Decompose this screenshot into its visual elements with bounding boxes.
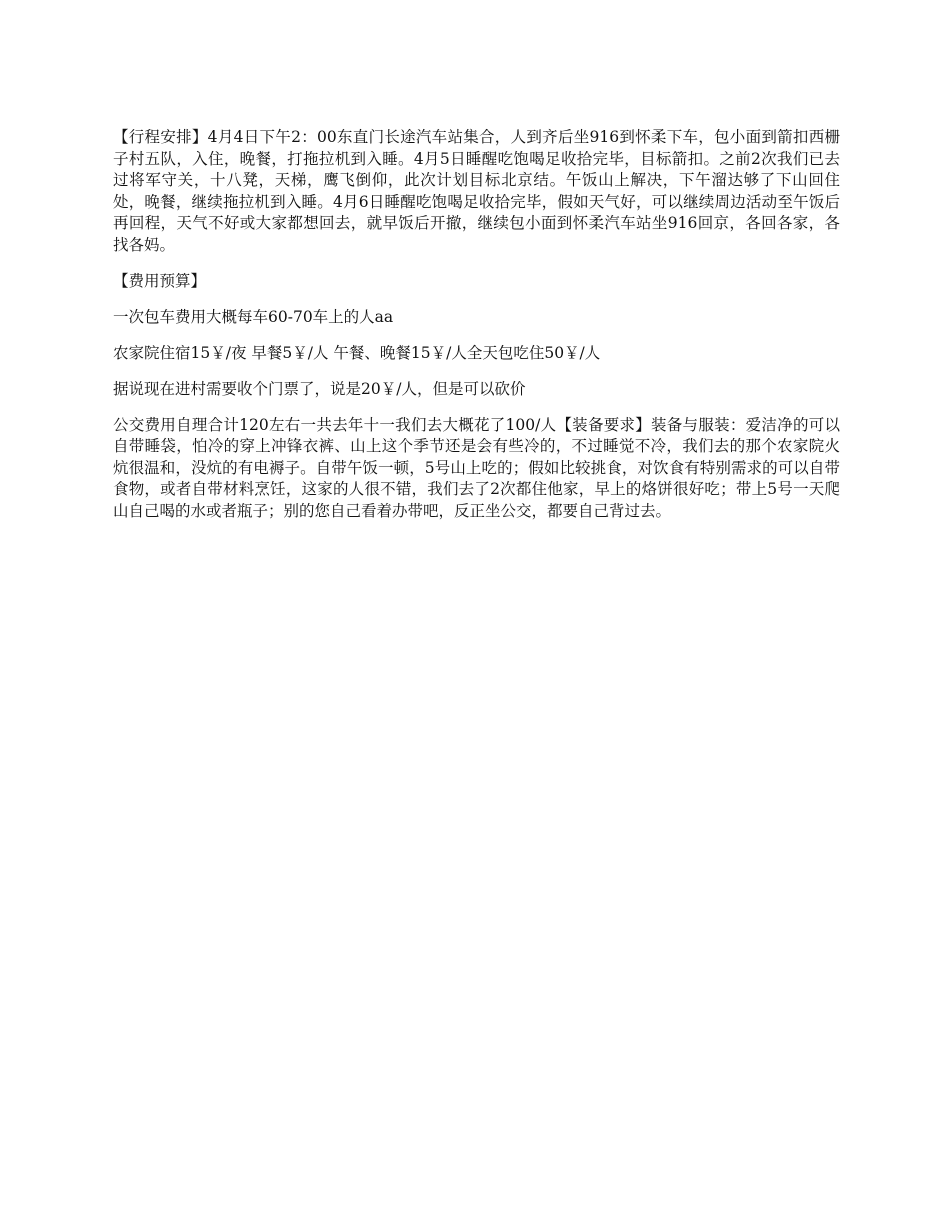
lodging-cost-paragraph: 农家院住宿15￥/夜 早餐5￥/人 午餐、晚餐15￥/人全天包吃住50￥/人 [113,343,601,362]
budget-heading: 【费用预算】 [113,271,207,290]
equipment-paragraph: 公交费用自理合计120左右一共去年十一我们去大概花了100/人【装备要求】装备与服装：爱洁净的可以自带睡袋，怕冷的穿上冲锋衣裤、山上这个季节还是会有些冷的，不过睡觉不冷，我们去的那个农家院火炕很温和，没炕的有电褥子。自带午饭一顿，5号山上吃的；假如比较挑食，对饮食有特别需求的可以自带食物，或者自带材料烹饪，这家的人很不错，我们去了2次都住他家，早上的烙饼很好吃；带上5号一天爬山自己喝的水或者瓶子；别的您自己看着办带吧，反正坐公交，都要自己背过去。 [113,415,840,520]
charter-cost-paragraph: 一次包车费用大概每车60-70车上的人aa [113,307,394,326]
entry-ticket-paragraph: 据说现在进村需要收个门票了，说是20￥/人，但是可以砍价 [113,379,526,398]
itinerary-paragraph: 【行程安排】4月4日下午2：00东直门长途汽车站集合，人到齐后坐916到怀柔下车，包小面到箭扣西栅子村五队，入住，晚餐，打拖拉机到入睡。4月5日睡醒吃饱喝足收拾完毕，目标箭扣。之前2次我们已去过将军守关，十八凳，天梯，鹰飞倒仰，此次计划目标北京结。午饭山上解决，下午溜达够了下山回住处，晚餐，继续拖拉机到入睡。4月6日睡醒吃饱喝足收拾完毕，假如天气好，可以继续周边活动至午饭后再回程，天气不好或大家都想回去，就早饭后开撤，继续包小面到怀柔汽车站坐916回京，各回各家，各找各妈。 [113,128,840,254]
document-body [113,127,840,537]
